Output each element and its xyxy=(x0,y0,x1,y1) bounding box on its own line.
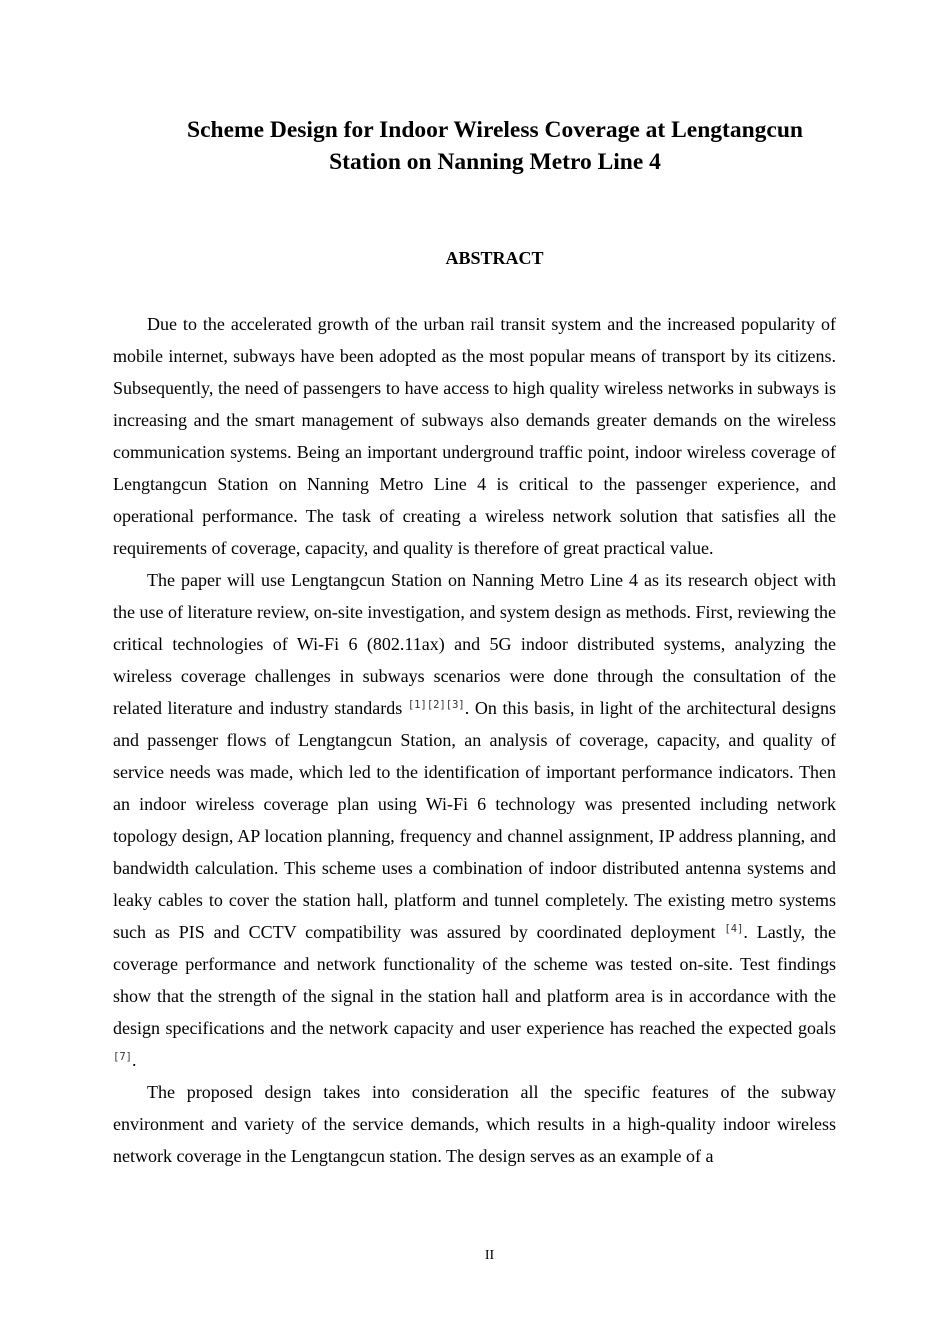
title-line-1: Scheme Design for Indoor Wireless Coverage at Lengtangcun xyxy=(187,117,803,143)
abstract-paragraph-2 xyxy=(113,564,836,1076)
paragraph-2-text-a: The paper will use Lengtangcun Station on Nanning Metro Line 4 as its research object with the use of literature review, on-site investigation, and system design as methods. First, reviewing the critical technologies of Wi-Fi 6 (802.11ax) and 5G indoor distributed systems, analyzing the wireless coverage challenges in subways scenarios were done through the consultation of the related literature and industry standards xyxy=(113,570,836,718)
abstract-paragraph-1: Due to the accelerated growth of the urban rail transit system and the increased popularity of mobile internet, subways have been adopted as the most popular means of transport by its citizens. Subsequently, the need of passengers to have access to high quality wireless networks in subways is increasing and the smart management of subways also demands greater demands on the wireless communication systems. Being an important underground traffic point, indoor wireless coverage of Lengtangcun Station on Nanning Metro Line 4 is critical to the passenger experience, and operational performance. The task of creating a wireless network solution that satisfies all the requirements of coverage, capacity, and quality is therefore of great practical value. xyxy=(113,314,836,558)
citation-7: [7] xyxy=(113,1051,132,1063)
abstract-heading: ABSTRACT xyxy=(445,248,544,268)
title-line-2: Station on Nanning Metro Line 4 xyxy=(329,149,661,175)
citation-1-2-3: [1][2][3] xyxy=(407,699,465,711)
citation-4: [4] xyxy=(724,923,744,935)
page-number: II xyxy=(484,1248,495,1263)
document-title xyxy=(150,114,840,178)
paragraph-2-text-d: . xyxy=(131,1050,137,1070)
abstract-paragraph-3: The proposed design takes into consideration all the specific features of the subway environment and variety of the service demands, which results in a high-quality indoor wireless network coverage in the Lengtangcun station. The design serves as an example of a xyxy=(113,1082,836,1166)
paragraph-2-text-c: . Lastly, the coverage performance and network functionality of the scheme was tested on-site. Test findings show that the strength of the signal in the station hall and platform area is in accordance with the design specifications and the network capacity and user experience has reached the expected goals xyxy=(113,922,836,1038)
abstract-body xyxy=(113,308,836,1172)
paragraph-2-text-b: . On this basis, in light of the architectural designs and passenger flows of Lengtangcun Station, an analysis of coverage, capacity, and quality of service needs was made, which led to the identification of important performance indicators. Then an indoor wireless coverage plan using Wi-Fi 6 technology was presented including network topology design, AP location planning, frequency and channel assignment, IP address planning, and bandwidth calculation. This scheme uses a combination of indoor distributed antenna systems and leaky cables to cover the station hall, platform and tunnel completely. The existing metro systems such as PIS and CCTV compatibility was assured by coordinated deployment xyxy=(113,698,837,942)
